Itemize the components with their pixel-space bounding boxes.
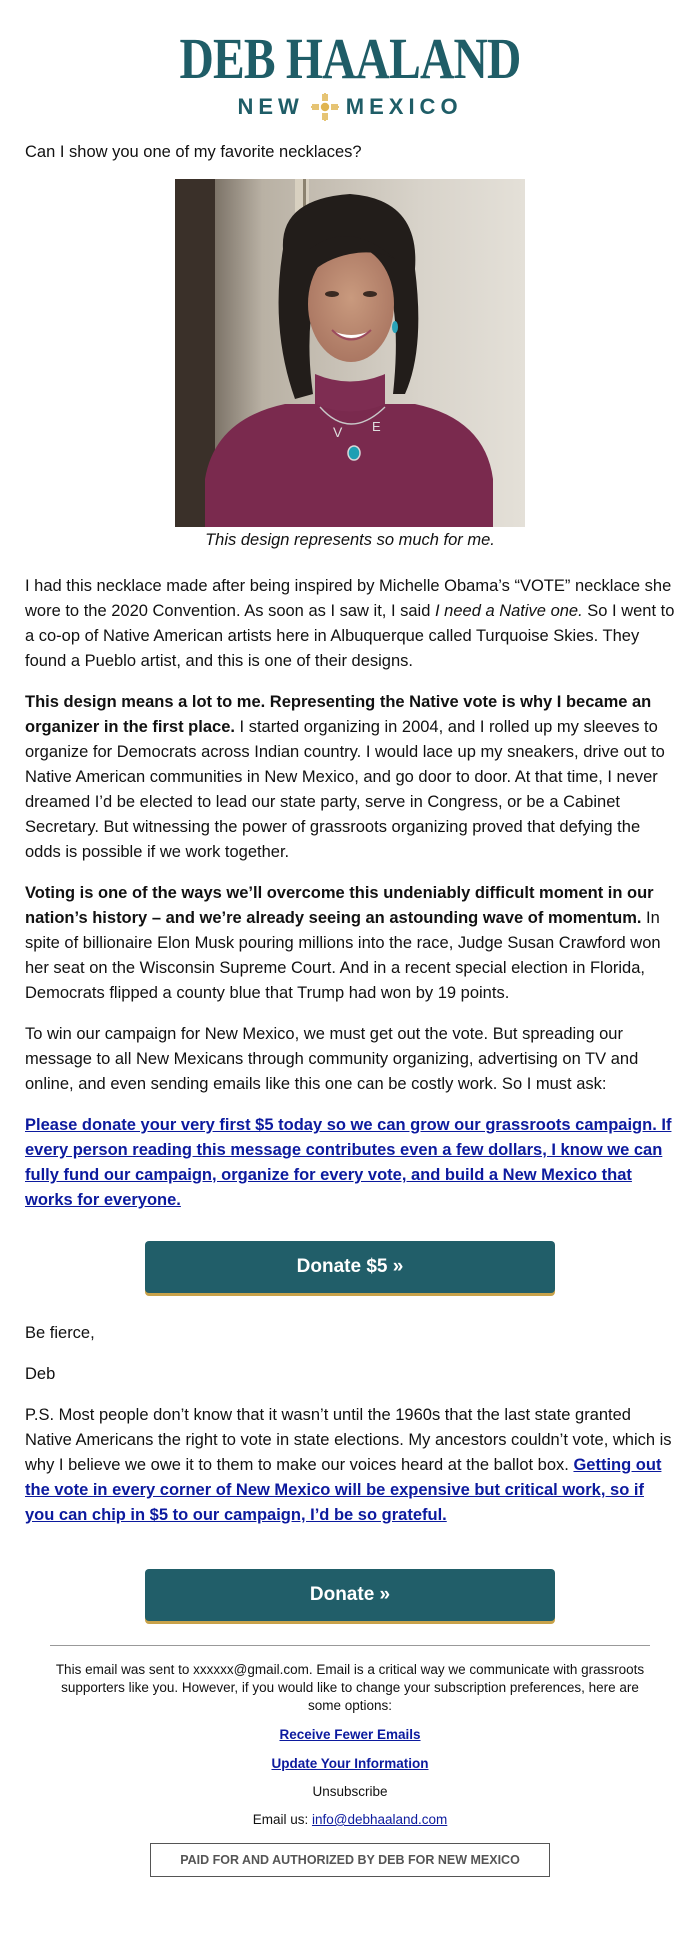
email-body (25, 140, 675, 1877)
footer-notice: This email was sent to xxxxxx@gmail.com. Email is a critical way we communicate with grassroots supporters like you. However, if you would like to change your subscription preferences, here are some options: (55, 1662, 645, 1713)
story-emphasis: I need a Native one. (435, 602, 583, 620)
donate-button-wrap (25, 1569, 675, 1621)
email-label: Email us: (252, 1812, 312, 1827)
zia-sun-symbol-icon (310, 92, 340, 122)
momentum-text: In spite of billionaire Elon Musk pouring millions into the race, Judge Susan Crawford won her seat on the Wisconsin Supreme Court. And in a recent special election in Florida, Democrats flipped a county blue that Trump had won by 19 points. (25, 909, 661, 1002)
photo-caption: This design represents so much for me. (205, 531, 495, 549)
momentum-paragraph (25, 881, 675, 1006)
receive-fewer-emails-link[interactable]: Receive Fewer Emails (279, 1727, 421, 1742)
logo-sub-right: MEXICO (345, 94, 463, 119)
email-footer (25, 1661, 675, 1877)
momentum-bold: Voting is one of the ways we’ll overcome this undeniably difficult moment in our nation’s history – and we’re already seeing an astounding wave of momentum. (25, 884, 654, 927)
unsubscribe-link[interactable]: Unsubscribe (312, 1784, 388, 1799)
photo-block (175, 179, 525, 553)
donate-5-button[interactable]: Donate $5 » (145, 1241, 555, 1293)
ps-paragraph (25, 1403, 675, 1528)
organizer-paragraph (25, 690, 675, 865)
organizer-text: I started organizing in 2004, and I rolled up my sleeves to organize for Democrats across Indian country. I would lace up my sneakers, drive out to Native American communities in New Mexico, and go door to door. At that time, I never dreamed I’d be elected to lead our state party, serve in Congress, or be a Cabinet Secretary. But witnessing the power of grassroots organizing proved that defying the odds is possible if we work together. (25, 718, 665, 861)
footer-email-line (53, 1811, 647, 1829)
logo-subtitle (0, 92, 700, 122)
portrait-photo (175, 179, 525, 527)
contact-email-link[interactable]: info@debhaaland.com (311, 1812, 448, 1827)
donate-ask-paragraph (25, 1113, 675, 1213)
ps-text: P.S. Most people don’t know that it wasn’t until the 1960s that the last state granted Native Americans the right to vote in state elections. My ancestors couldn’t vote, which is why I believe we owe it to them to make our voices heard at the ballot box. (25, 1406, 672, 1474)
update-information-link[interactable]: Update Your Information (271, 1756, 429, 1771)
signature-name: Deb (25, 1365, 56, 1383)
donate5-button-wrap (25, 1241, 675, 1293)
story-paragraph (25, 574, 675, 674)
ps-donate-link[interactable]: Getting out the vote in every corner of New Mexico will be expensive but critical work, so if you can chip in $5 to our campaign, I’d be so grateful. (25, 1456, 662, 1524)
story-text-b: So I went to a co-op of Native American artists here in Albuquerque called Turquoise Skies. They found a Pueblo artist, and this is one of their designs. (25, 602, 675, 670)
organizer-bold: This design means a lot to me. Representing the Native vote is why I became an organizer in the first place. (25, 693, 652, 736)
intro-text: Can I show you one of my favorite necklaces? (25, 143, 362, 161)
story-text-a: I had this necklace made after being inspired by Michelle Obama’s “VOTE” necklace she wore to the 2020 Convention. As soon as I saw it, I said (25, 577, 672, 620)
footer-divider (50, 1645, 650, 1646)
svg-text:E: E (372, 419, 381, 434)
donate-ask-link[interactable]: Please donate your very first $5 today so we can grow our grassroots campaign. If every person reading this message contributes even a few dollars, I know we can fully fund our campaign, organize for every vote, and build a New Mexico that works for everyone. (25, 1116, 672, 1209)
logo-name: DEB HAALAND (179, 26, 521, 91)
ask-paragraph: To win our campaign for New Mexico, we must get out the vote. But spreading our message to all New Mexicans through community organizing, advertising on TV and online, and even sending emails like this one can be costly work. So I must ask: (25, 1025, 639, 1093)
logo-sub-left: NEW (237, 94, 304, 119)
donate-button[interactable]: Donate » (145, 1569, 555, 1621)
svg-text:V: V (333, 424, 343, 440)
campaign-logo (0, 26, 700, 122)
paid-for-disclaimer: PAID FOR AND AUTHORIZED BY DEB FOR NEW MEXICO (150, 1843, 550, 1877)
signoff-line: Be fierce, (25, 1324, 95, 1342)
